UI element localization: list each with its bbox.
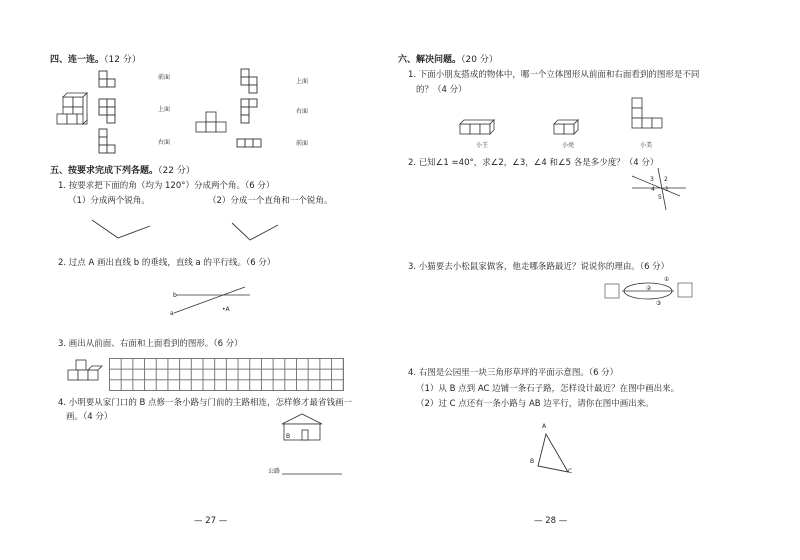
label-top-1: 上面 [158, 106, 171, 113]
label-right-2: 右面 [296, 108, 309, 115]
section5-title: 五、按要求完成下列各题。（22 分） [50, 166, 195, 176]
section4-title: 四、连一连。（12 分） [50, 55, 141, 65]
q5-4-line1: 4. 小明要从家门口的 B 点修一条小路与门前的主路相连，怎样修才最省钱画一 [58, 398, 353, 408]
view-shape-2 [98, 98, 118, 128]
angle-3-label: 3 [650, 176, 654, 183]
name-xiaomei: 小美 [640, 142, 653, 149]
vertex-a-label: A [542, 423, 547, 430]
label-right-1: 右面 [158, 139, 171, 146]
q5-1a-text: （1）分成两个锐角。 [68, 196, 150, 206]
q6-3-text: 3. 小猫要去小松鼠家做客，他走哪条路最近？说说你的理由。（6 分） [408, 262, 670, 272]
paths-figure [604, 276, 696, 312]
drawing-grid[interactable] [109, 358, 344, 391]
angle-1-label: 1 [665, 186, 669, 193]
label-top-2: 上面 [296, 78, 309, 85]
cube-stack-figure-2 [192, 110, 242, 140]
q6-4a-text: （1）从 B 点到 AC 边铺一条石子路，怎样设计最近？在图中画出来。 [416, 384, 680, 394]
cube-figure-xiaoliang [552, 116, 592, 138]
q5-2-text: 2. 过点 A 画出直线 b 的垂线，直线 a 的平行线。（6 分） [58, 258, 276, 268]
path-2-label: ② [646, 285, 652, 292]
view-shape-6 [236, 138, 266, 152]
view-shape-1 [98, 70, 118, 100]
view-shape-4 [240, 68, 266, 100]
q6-4b-text: （2）过 C 点还有一条小路与 AB 边平行，请你在图中画出来。 [416, 399, 654, 409]
road-line [282, 470, 344, 480]
label-front-2: 前面 [296, 140, 309, 147]
angle-1 [90, 212, 160, 242]
name-xiaowang: 小王 [476, 142, 489, 149]
point-b-label: B [286, 433, 291, 440]
angle-4-label: 4 [651, 186, 655, 193]
cube-stack-figure [55, 92, 95, 134]
section6-title: 六、解决问题。（20 分） [398, 55, 498, 65]
name-xiaoliang: 小亮 [562, 142, 575, 149]
q5-4-line2: 画。（4 分） [66, 412, 113, 422]
angle-lines-figure [630, 168, 690, 212]
q5-3-text: 3. 画出从前面、右面和上面看到的图形。（6 分） [58, 339, 243, 349]
q6-2-text: 2. 已知∠1 =40°，求∠2，∠3，∠4 和∠5 各是多少度？（4 分） [408, 158, 659, 168]
path-1-label: ① [664, 276, 670, 283]
path-3-label: ③ [656, 300, 662, 307]
line-a-label: a [170, 310, 174, 317]
vertex-b-label: B [530, 458, 535, 465]
angle-5-label: 5 [658, 194, 662, 201]
point-a-label: •A [222, 306, 230, 313]
q5-1-text: 1. 按要求把下面的角（均为 120°）分成两个角。（6 分） [58, 181, 275, 191]
cube-figure-xiaomei [630, 94, 670, 138]
angle-2-label: 2 [664, 176, 668, 183]
q6-1-line2: 的？（4 分） [416, 85, 467, 95]
lines-figure [170, 285, 260, 321]
q6-4-text: 4. 右图是公园里一块三角形草坪的平面示意图。（6 分） [408, 368, 619, 378]
page-number-right: — 28 — [534, 516, 568, 526]
cube-figure-xiaowang [458, 116, 508, 138]
page-number-left: — 27 — [194, 516, 228, 526]
label-front-1: 前面 [158, 74, 171, 81]
cube-figure-3 [64, 356, 106, 392]
q5-1b-text: （2）分成一个直角和一个锐角。 [208, 196, 333, 206]
road-label: 公路 [268, 468, 281, 475]
view-shape-3 [98, 128, 124, 158]
vertex-c-label: C [568, 468, 573, 475]
q6-1-line1: 1. 下面小朋友搭成的物体中，哪一个立体图形从前面和右面看到的图形是不同 [408, 70, 700, 80]
line-b-label: b [173, 292, 177, 299]
view-shape-5 [240, 98, 266, 128]
angle-2 [230, 215, 300, 245]
